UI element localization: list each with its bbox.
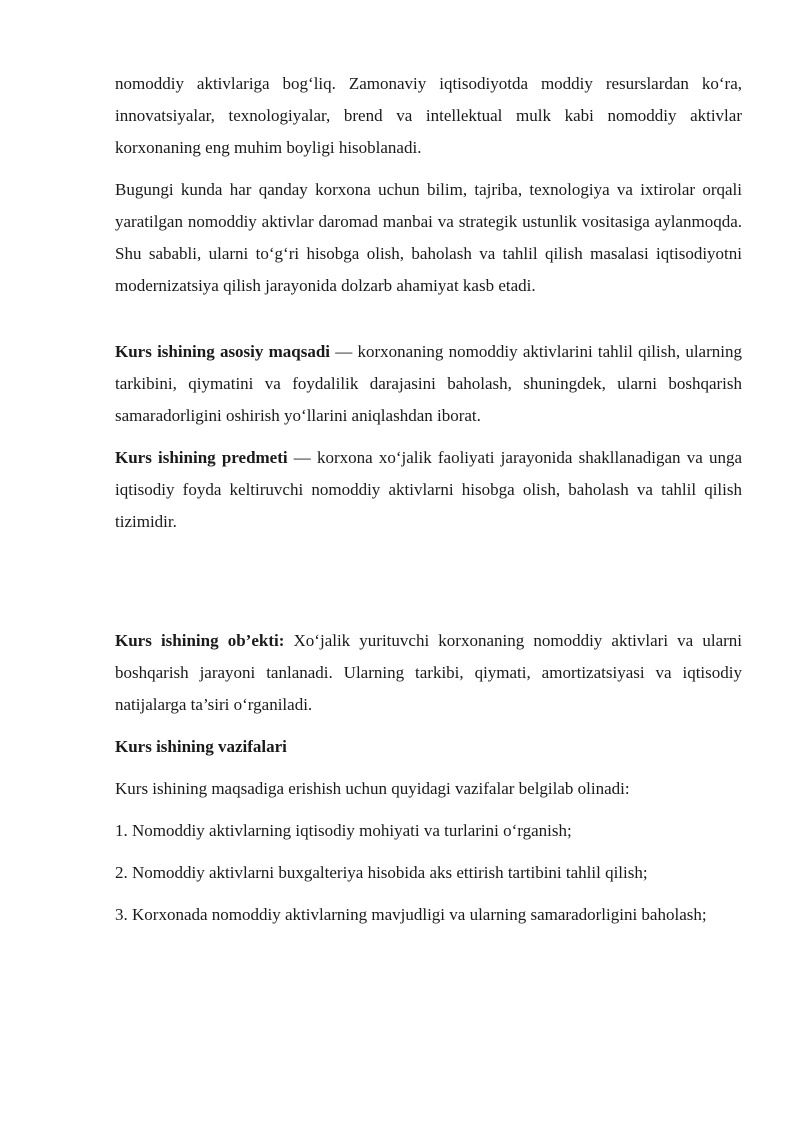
document-page [115,68,742,931]
context-paragraph: Bugungi kunda har qanday korxona uchun bilim, tajriba, texnologiya va ixtirolar orqali yaratilgan nomoddiy aktivlar daromad manbai va strategik ustunlik vositasiga aylanmoqda. Shu sababli, ularni to‘g‘ri hisobga olish, baholash va tahlil qilish masalasi iqtisodiyotni modernizatsiya qilish jarayonida dolzarb ahamiyat kasb etadi. [115,180,742,295]
tasks-heading-text: Kurs ishining vazifalari [115,737,287,756]
object-paragraph [115,625,742,721]
goal-label: Kurs ishining asosiy maqsadi [115,342,331,361]
object-label: Kurs ishining ob’ekti: [115,631,285,650]
tasks-intro: Kurs ishining maqsadiga erishish uchun quyidagi vazifalar belgilab olinadi: [115,779,630,798]
subject-label: Kurs ishining predmeti [115,448,288,467]
subject-text: — korxona xo‘jalik faoliyati jarayonida shakllanadigan va unga iqtisodiy foyda keltiruvchi nomoddiy aktivlarni hisobga olish, baholash va tahlil qilish tizimidir. [115,448,742,531]
object-text: Xo‘jalik yurituvchi korxonaning nomoddiy aktivlari va ularni boshqarish jarayoni tanlanadi. Ularning tarkibi, qiymati, amortizatsiyasi va iqtisodiy natijalarga ta’siri o‘rganiladi. [115,631,743,714]
goal-text: — korxonaning nomoddiy aktivlarini tahlil qilish, ularning tarkibini, qiymatini va foydalilik darajasini baholash, shuningdek, ularni boshqarish samaradorligini oshirish yo‘llarini aniqlashdan iborat. [115,342,742,425]
task-item-1: 1. Nomoddiy aktivlarning iqtisodiy mohiyati va turlarini o‘rganish; [115,821,572,840]
tasks-heading [115,731,742,763]
task-item-2: 2. Nomoddiy aktivlarni buxgalteriya hisobida aks ettirish tartibini tahlil qilish; [115,863,648,882]
task-item-3: 3. Korxonada nomoddiy aktivlarning mavjudligi va ularning samaradorligini baholash; [115,905,707,924]
goal-paragraph [115,336,742,432]
subject-paragraph [115,442,742,538]
intro-paragraph: nomoddiy aktivlariga bog‘liq. Zamonaviy iqtisodiyotda moddiy resurslardan ko‘ra, innovatsiyalar, texnologiyalar, brend va intellektual mulk kabi nomoddiy aktivlar korxonaning eng muhim boyligi hisoblanadi. [115,74,742,157]
